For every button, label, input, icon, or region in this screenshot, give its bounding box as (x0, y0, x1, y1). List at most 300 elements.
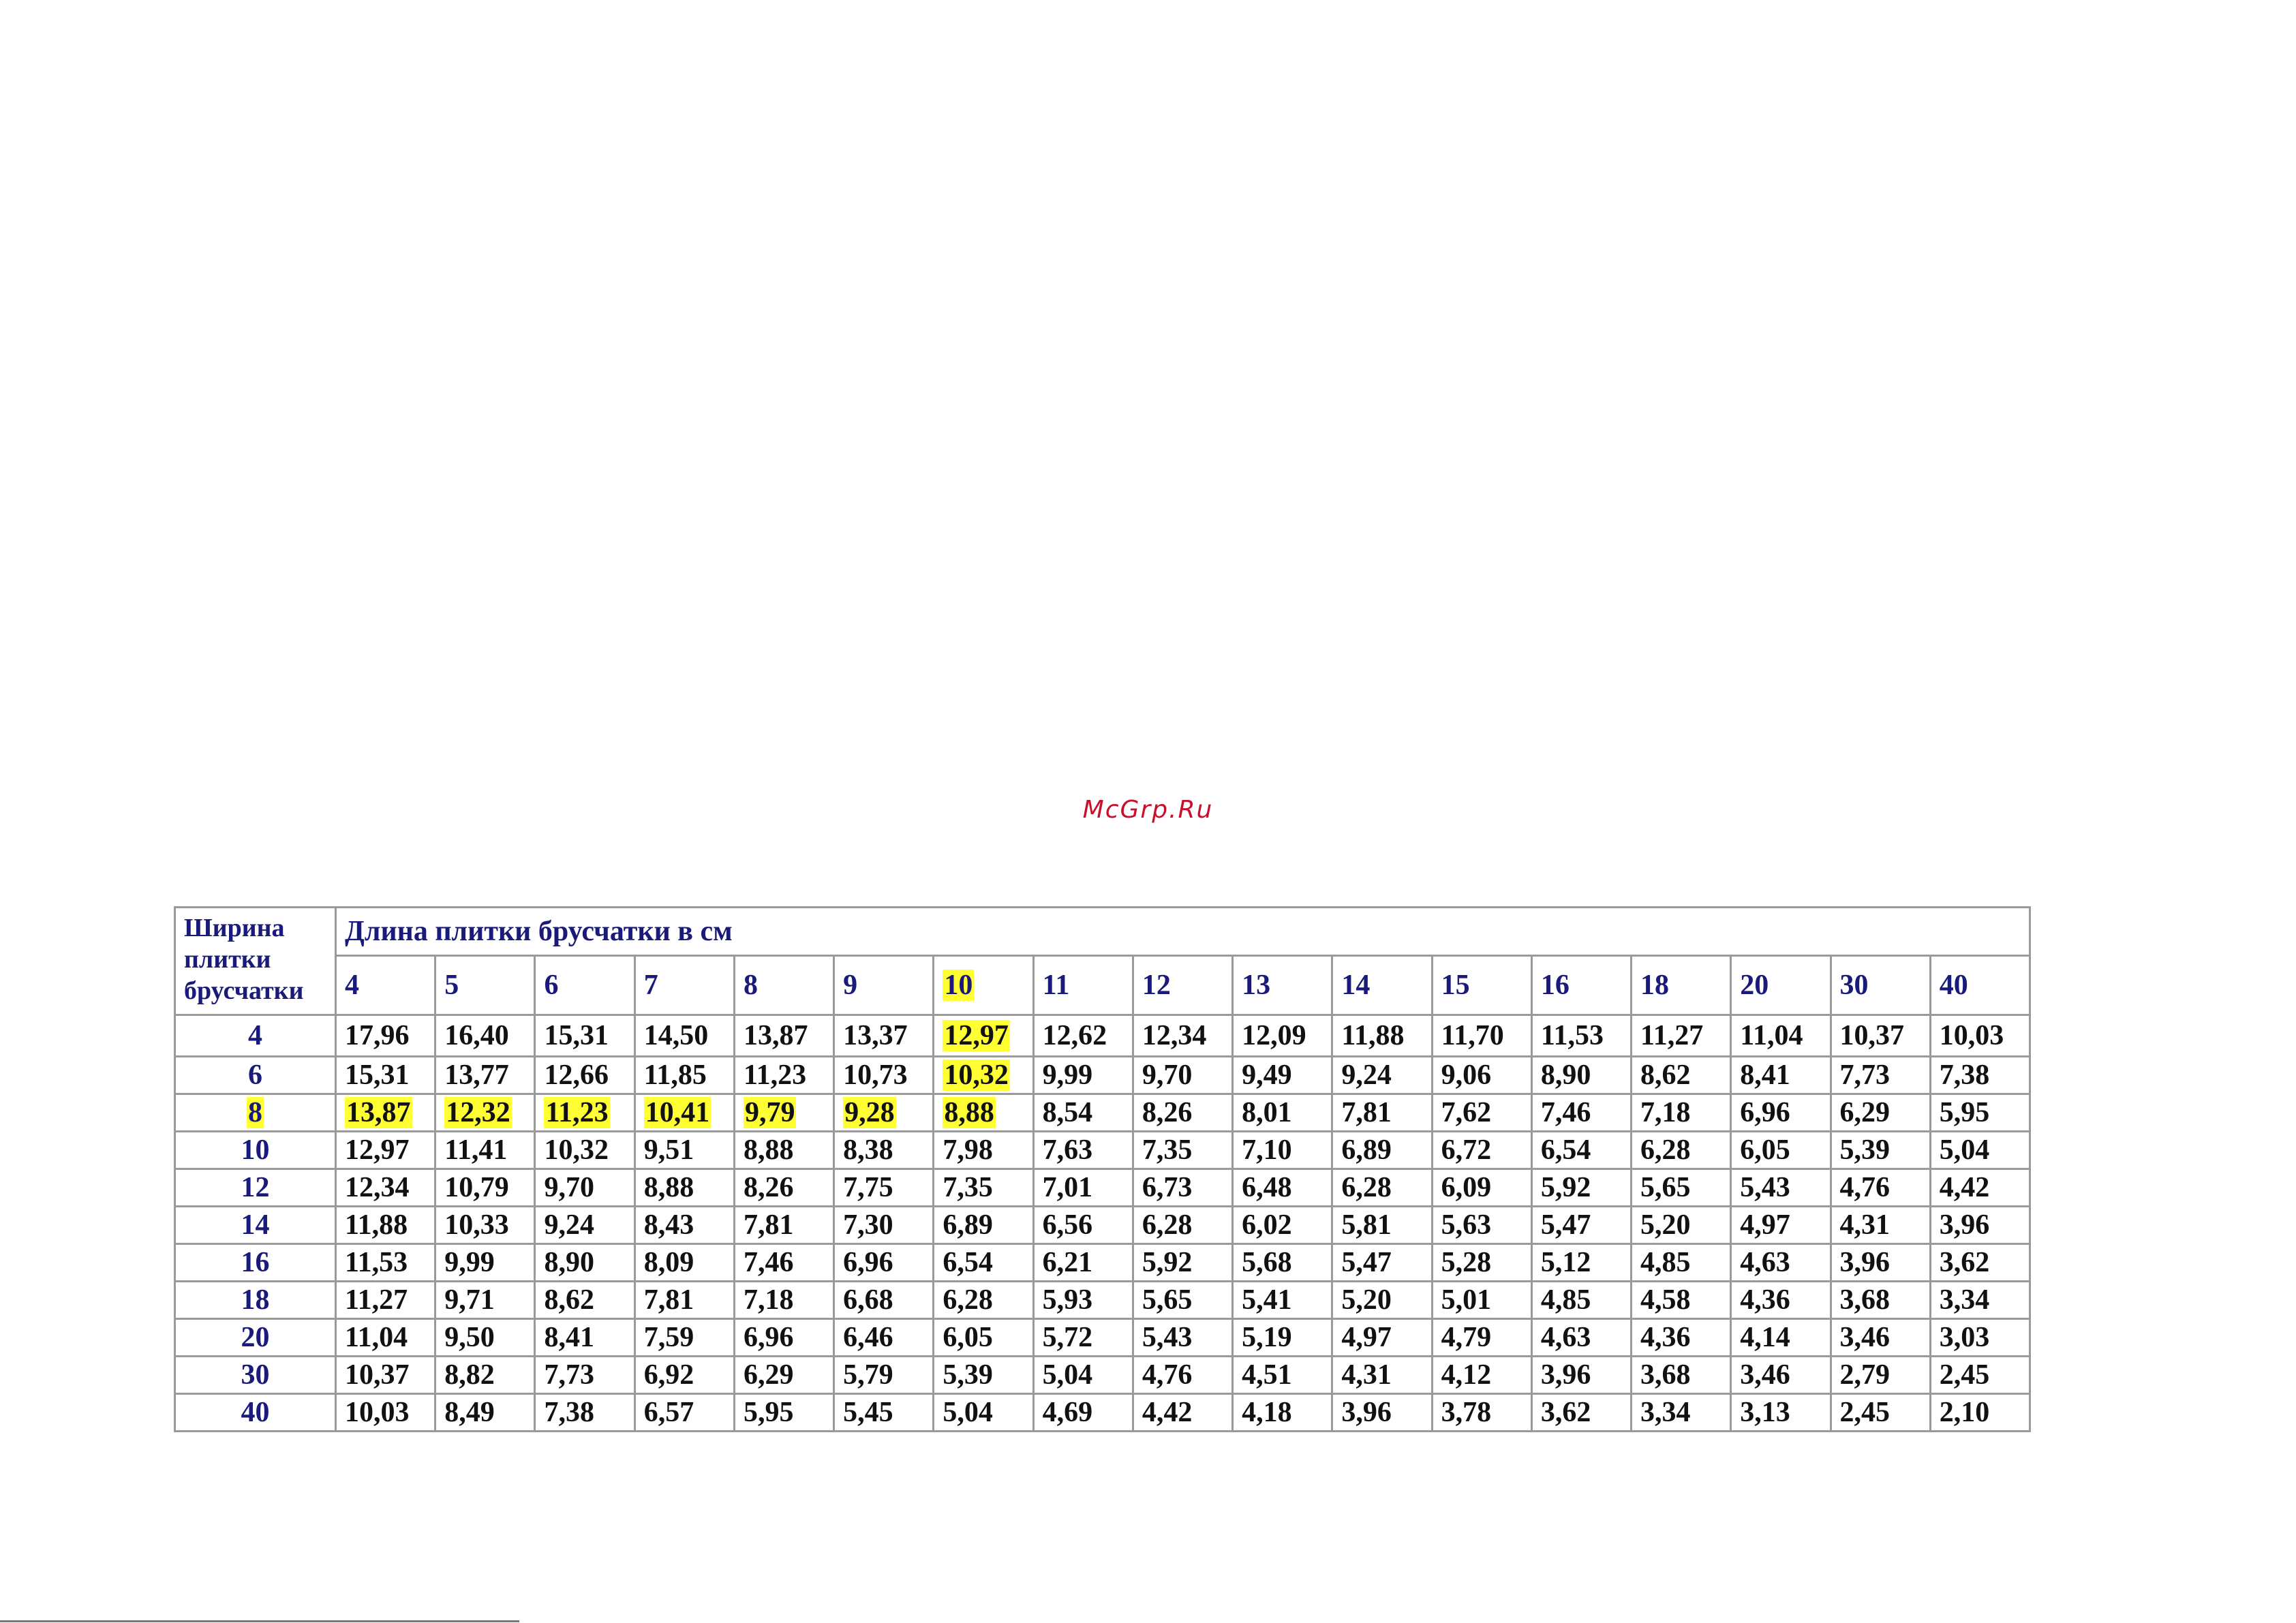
row-header-label: 14 (241, 1209, 270, 1241)
table-row (175, 1015, 2030, 1057)
cell-value: 15,31 (345, 1060, 410, 1091)
cell-value: 5,39 (1839, 1134, 1891, 1166)
table-cell (934, 1207, 1033, 1244)
cell-value: 10,32 (944, 1060, 1009, 1091)
table-cell (1930, 1357, 2030, 1394)
cell-value: 5,65 (1640, 1172, 1691, 1203)
row-header-width (175, 1057, 336, 1094)
cell-value: 6,73 (1142, 1172, 1193, 1203)
cell-value: 11,53 (1540, 1020, 1604, 1051)
cell-value: 8,62 (544, 1284, 594, 1316)
table-cell (1233, 1015, 1332, 1057)
column-header-label: 4 (345, 970, 359, 1001)
table-cell (934, 1282, 1033, 1319)
cell-value: 7,81 (1341, 1097, 1392, 1128)
table-cell (1531, 1094, 1631, 1132)
cell-value: 5,65 (1142, 1284, 1193, 1316)
table-cell (1133, 1015, 1232, 1057)
table-cell (634, 1282, 734, 1319)
table-cell (1632, 1244, 1731, 1282)
cell-value: 2,10 (1939, 1397, 1990, 1428)
row-header-width (175, 1207, 336, 1244)
table-cell (535, 1057, 634, 1094)
cell-value: 4,42 (1939, 1172, 1990, 1203)
cell-value: 4,36 (1640, 1322, 1691, 1353)
cell-value: 7,73 (1839, 1060, 1891, 1091)
cell-value: 9,51 (643, 1134, 694, 1166)
table-row (175, 1132, 2030, 1169)
cell-value: 6,89 (943, 1209, 993, 1241)
cell-value: 3,68 (1839, 1284, 1891, 1316)
table-cell (336, 1132, 435, 1169)
table-cell (1332, 1394, 1432, 1432)
column-header-15 (1432, 956, 1531, 1015)
table-title-length: Длина плитки брусчатки в см (336, 908, 2030, 956)
cell-value: 8,88 (643, 1172, 694, 1203)
table-cell (734, 1132, 833, 1169)
cell-value: 11,27 (1640, 1020, 1704, 1051)
table-cell (1531, 1169, 1631, 1207)
table-cell (1632, 1282, 1731, 1319)
cell-value: 2,79 (1839, 1359, 1891, 1391)
cell-value: 5,68 (1242, 1247, 1292, 1278)
cell-value: 8,88 (743, 1134, 794, 1166)
table-cell (535, 1015, 634, 1057)
table-cell (634, 1132, 734, 1169)
table-cell (734, 1394, 833, 1432)
cell-value: 3,96 (1939, 1209, 1990, 1241)
column-header-label: 13 (1242, 970, 1271, 1001)
column-header-4 (336, 956, 435, 1015)
table-cell (934, 1169, 1033, 1207)
cell-value: 4,97 (1341, 1322, 1392, 1353)
table-cell (1731, 1282, 1831, 1319)
column-header-8 (734, 956, 833, 1015)
cell-value: 9,70 (544, 1172, 594, 1203)
cell-value: 6,05 (1740, 1134, 1790, 1166)
column-header-5 (435, 956, 535, 1015)
table-row (175, 1094, 2030, 1132)
column-header-label: 14 (1341, 970, 1371, 1001)
cell-value: 10,03 (1939, 1020, 2004, 1051)
cell-value: 5,04 (1042, 1359, 1093, 1391)
cell-value: 6,48 (1242, 1172, 1292, 1203)
table-cell (734, 1057, 833, 1094)
table-cell (1930, 1169, 2030, 1207)
cell-value: 3,68 (1640, 1359, 1691, 1391)
cell-value: 5,45 (843, 1397, 893, 1428)
table-row (175, 1057, 2030, 1094)
cell-value: 4,42 (1142, 1397, 1193, 1428)
cell-value: 12,32 (446, 1097, 510, 1128)
column-header-row (175, 956, 2030, 1015)
cell-value: 9,50 (444, 1322, 495, 1353)
cell-value: 16,40 (444, 1020, 509, 1051)
cell-value: 8,88 (944, 1097, 994, 1128)
cell-value: 5,19 (1242, 1322, 1292, 1353)
column-header-14 (1332, 956, 1432, 1015)
table-cell (1831, 1244, 1930, 1282)
table-cell (1930, 1244, 2030, 1282)
column-header-label: 5 (444, 970, 459, 1001)
cell-value: 5,47 (1540, 1209, 1591, 1241)
table-cell (1531, 1394, 1631, 1432)
cell-value: 10,37 (1839, 1020, 1905, 1051)
cell-value: 10,41 (645, 1097, 710, 1128)
table-cell (1432, 1015, 1531, 1057)
table-cell (435, 1207, 535, 1244)
table-cell (1133, 1282, 1232, 1319)
column-header-label: 10 (944, 970, 973, 1001)
cell-value: 4,85 (1640, 1247, 1691, 1278)
cell-value: 5,92 (1142, 1247, 1193, 1278)
cell-value: 4,76 (1142, 1359, 1193, 1391)
column-header-40 (1930, 956, 2030, 1015)
table-cell (1731, 1132, 1831, 1169)
column-header-label: 6 (544, 970, 559, 1001)
cell-value: 6,46 (843, 1322, 893, 1353)
cell-value: 11,41 (444, 1134, 508, 1166)
table-cell (1332, 1132, 1432, 1169)
cell-value: 13,87 (743, 1020, 808, 1051)
cell-value: 6,09 (1441, 1172, 1492, 1203)
table-cell (1332, 1207, 1432, 1244)
table-cell (1531, 1015, 1631, 1057)
table-cell (834, 1015, 934, 1057)
table-cell (336, 1057, 435, 1094)
cell-value: 4,79 (1441, 1322, 1492, 1353)
table-row (175, 1169, 2030, 1207)
table-cell (1033, 1094, 1133, 1132)
cell-value: 6,28 (1341, 1172, 1392, 1203)
table-cell (1133, 1057, 1232, 1094)
cell-value: 7,63 (1042, 1134, 1093, 1166)
cell-value: 7,18 (1640, 1097, 1691, 1128)
row-header-label: 6 (248, 1060, 262, 1091)
table-cell (634, 1357, 734, 1394)
table-cell (535, 1132, 634, 1169)
column-header-label: 40 (1939, 970, 1968, 1001)
table-cell (934, 1057, 1033, 1094)
table-cell (1133, 1319, 1232, 1357)
table-cell (1332, 1357, 1432, 1394)
cell-value: 10,33 (444, 1209, 509, 1241)
column-header-30 (1831, 956, 1930, 1015)
table-cell (1033, 1394, 1133, 1432)
table-cell (1930, 1207, 2030, 1244)
cell-value: 5,41 (1242, 1284, 1292, 1316)
column-header-label: 11 (1042, 970, 1070, 1001)
table-row (175, 1357, 2030, 1394)
cell-value: 13,77 (444, 1060, 509, 1091)
table-cell (336, 1169, 435, 1207)
table-cell (1831, 1015, 1930, 1057)
row-header-width (175, 1244, 336, 1282)
cell-value: 11,04 (1740, 1020, 1803, 1051)
table-cell (1033, 1207, 1133, 1244)
column-header-10 (934, 956, 1033, 1015)
cell-value: 3,96 (1540, 1359, 1591, 1391)
column-header-20 (1731, 956, 1831, 1015)
cell-value: 7,46 (1540, 1097, 1591, 1128)
cell-value: 7,35 (1142, 1134, 1193, 1166)
table-cell (734, 1207, 833, 1244)
table-cell (435, 1132, 535, 1169)
table-cell (634, 1244, 734, 1282)
table-cell (435, 1244, 535, 1282)
table-row (175, 1319, 2030, 1357)
cell-value: 4,58 (1640, 1284, 1691, 1316)
cell-value: 2,45 (1839, 1397, 1891, 1428)
table-cell (934, 1244, 1033, 1282)
cell-value: 7,38 (1939, 1060, 1990, 1091)
table-cell (1432, 1132, 1531, 1169)
cell-value: 11,53 (345, 1247, 408, 1278)
table-cell (1432, 1169, 1531, 1207)
table-cell (1233, 1169, 1332, 1207)
table-cell (435, 1282, 535, 1319)
cell-value: 6,28 (943, 1284, 993, 1316)
cell-value: 8,49 (444, 1397, 495, 1428)
cell-value: 7,35 (943, 1172, 993, 1203)
column-header-6 (535, 956, 634, 1015)
table-row (175, 1394, 2030, 1432)
cell-value: 8,01 (1242, 1097, 1292, 1128)
cell-value: 8,41 (1740, 1060, 1790, 1091)
cell-value: 12,34 (1142, 1020, 1207, 1051)
cell-value: 7,81 (643, 1284, 694, 1316)
row-header-width (175, 1169, 336, 1207)
table-cell (834, 1207, 934, 1244)
cell-value: 3,13 (1740, 1397, 1790, 1428)
cell-value: 5,20 (1640, 1209, 1691, 1241)
cell-value: 7,81 (743, 1209, 794, 1241)
column-header-13 (1233, 956, 1332, 1015)
table-cell (1930, 1057, 2030, 1094)
table-cell (634, 1015, 734, 1057)
table-cell (1233, 1282, 1332, 1319)
table-cell (1632, 1319, 1731, 1357)
table-cell (1632, 1015, 1731, 1057)
table-cell (1831, 1282, 1930, 1319)
table-cell (1831, 1394, 1930, 1432)
table-cell (1531, 1244, 1631, 1282)
table-cell (1731, 1057, 1831, 1094)
cell-value: 6,05 (943, 1322, 993, 1353)
cell-value: 4,69 (1042, 1397, 1093, 1428)
table-cell (1930, 1319, 2030, 1357)
table-cell (934, 1132, 1033, 1169)
cell-value: 12,62 (1042, 1020, 1107, 1051)
table-cell (535, 1357, 634, 1394)
row-header-width (175, 1319, 336, 1357)
cell-value: 8,90 (1540, 1060, 1591, 1091)
column-header-16 (1531, 956, 1631, 1015)
cell-value: 11,04 (345, 1322, 408, 1353)
cell-value: 4,12 (1441, 1359, 1492, 1391)
cell-value: 7,46 (743, 1247, 794, 1278)
table-cell (1432, 1094, 1531, 1132)
table-cell (734, 1244, 833, 1282)
table-cell (1332, 1244, 1432, 1282)
cell-value: 5,39 (943, 1359, 993, 1391)
row-header-width (175, 1282, 336, 1319)
cell-value: 7,62 (1441, 1097, 1492, 1128)
cell-value: 3,96 (1341, 1397, 1392, 1428)
table-row (175, 1244, 2030, 1282)
table-row (175, 1207, 2030, 1244)
cell-value: 7,98 (943, 1134, 993, 1166)
cell-value: 4,97 (1740, 1209, 1790, 1241)
cell-value: 12,97 (345, 1134, 410, 1166)
column-header-label: 30 (1839, 970, 1869, 1001)
cell-value: 5,20 (1341, 1284, 1392, 1316)
table-cell (1233, 1357, 1332, 1394)
cell-value: 17,96 (345, 1020, 410, 1051)
table-cell (336, 1319, 435, 1357)
table-cell (1831, 1169, 1930, 1207)
table-cell (1632, 1094, 1731, 1132)
table-cell (634, 1319, 734, 1357)
cell-value: 6,96 (743, 1322, 794, 1353)
cell-value: 7,75 (843, 1172, 893, 1203)
table-cell (1432, 1207, 1531, 1244)
cell-value: 5,93 (1042, 1284, 1093, 1316)
cell-value: 6,56 (1042, 1209, 1093, 1241)
table-cell (1432, 1357, 1531, 1394)
cell-value: 7,73 (544, 1359, 594, 1391)
cell-value: 4,85 (1540, 1284, 1591, 1316)
cell-value: 4,63 (1740, 1247, 1790, 1278)
cell-value: 7,18 (743, 1284, 794, 1316)
cell-value: 14,50 (643, 1020, 709, 1051)
table-cell (1332, 1282, 1432, 1319)
row-header-label: 10 (241, 1134, 270, 1166)
row-header-width (175, 1094, 336, 1132)
cell-value: 8,26 (743, 1172, 794, 1203)
table-cell (1531, 1207, 1631, 1244)
table-cell (1831, 1357, 1930, 1394)
cell-value: 5,04 (943, 1397, 993, 1428)
table-cell (1531, 1132, 1631, 1169)
cell-value: 4,31 (1839, 1209, 1891, 1241)
cell-value: 5,95 (743, 1397, 794, 1428)
row-header-label: 30 (241, 1359, 270, 1391)
cell-value: 11,88 (345, 1209, 408, 1241)
column-header-label: 15 (1441, 970, 1470, 1001)
cell-value: 10,03 (345, 1397, 410, 1428)
table-cell (1531, 1282, 1631, 1319)
column-header-12 (1133, 956, 1232, 1015)
table-cell (1831, 1319, 1930, 1357)
table-cell (1033, 1282, 1133, 1319)
column-header-9 (834, 956, 934, 1015)
cell-value: 9,06 (1441, 1060, 1492, 1091)
table-cell (435, 1094, 535, 1132)
table-cell (1233, 1094, 1332, 1132)
table-row (175, 1282, 2030, 1319)
table-cell (834, 1244, 934, 1282)
column-header-label: 7 (643, 970, 658, 1001)
cell-value: 11,23 (545, 1097, 609, 1128)
cell-value: 6,28 (1640, 1134, 1691, 1166)
table-cell (1632, 1169, 1731, 1207)
cell-value: 12,66 (544, 1060, 609, 1091)
cell-value: 9,70 (1142, 1060, 1193, 1091)
table-cell (1432, 1319, 1531, 1357)
cell-value: 6,72 (1441, 1134, 1492, 1166)
cell-value: 6,21 (1042, 1247, 1093, 1278)
column-header-18 (1632, 956, 1731, 1015)
table-cell (1432, 1282, 1531, 1319)
table-cell (535, 1394, 634, 1432)
table-cell (535, 1319, 634, 1357)
cell-value: 9,99 (1042, 1060, 1093, 1091)
cell-value: 13,87 (346, 1097, 411, 1128)
cell-value: 3,78 (1441, 1397, 1492, 1428)
cell-value: 11,23 (743, 1060, 807, 1091)
cell-value: 8,26 (1142, 1097, 1193, 1128)
table-cell (734, 1169, 833, 1207)
cell-value: 11,85 (643, 1060, 707, 1091)
watermark-text: McGrp.Ru (1082, 796, 1214, 824)
table-cell (634, 1207, 734, 1244)
table-cell (435, 1357, 535, 1394)
cell-value: 6,57 (643, 1397, 694, 1428)
table-cell (1133, 1394, 1232, 1432)
column-header-label: 12 (1142, 970, 1171, 1001)
table-cell (1531, 1319, 1631, 1357)
cell-value: 3,62 (1540, 1397, 1591, 1428)
table-cell (934, 1319, 1033, 1357)
table-cell (1332, 1169, 1432, 1207)
cell-value: 6,02 (1242, 1209, 1292, 1241)
cell-value: 7,01 (1042, 1172, 1093, 1203)
table-cell (1033, 1057, 1133, 1094)
table-cell (1531, 1057, 1631, 1094)
cell-value: 8,38 (843, 1134, 893, 1166)
table-cell (1432, 1394, 1531, 1432)
table-cell (1033, 1244, 1133, 1282)
table-cell (1632, 1132, 1731, 1169)
column-header-label: 8 (743, 970, 758, 1001)
table-cell (1731, 1244, 1831, 1282)
table-cell (1432, 1244, 1531, 1282)
cell-value: 8,09 (643, 1247, 694, 1278)
cell-value: 7,59 (643, 1322, 694, 1353)
cell-value: 8,54 (1042, 1097, 1093, 1128)
table-cell (1133, 1169, 1232, 1207)
table-cell (634, 1094, 734, 1132)
table-cell (734, 1319, 833, 1357)
cell-value: 8,82 (444, 1359, 495, 1391)
table-cell (1133, 1357, 1232, 1394)
table-cell (1233, 1319, 1332, 1357)
cell-value: 5,47 (1341, 1247, 1392, 1278)
cell-value: 5,43 (1740, 1172, 1790, 1203)
table-cell (435, 1015, 535, 1057)
table-cell (336, 1094, 435, 1132)
table-cell (1731, 1169, 1831, 1207)
cell-value: 6,96 (843, 1247, 893, 1278)
table-cell (934, 1357, 1033, 1394)
table-cell (1033, 1169, 1133, 1207)
cell-value: 8,62 (1640, 1060, 1691, 1091)
column-header-11 (1033, 956, 1133, 1015)
cell-value: 9,24 (544, 1209, 594, 1241)
cell-value: 6,92 (643, 1359, 694, 1391)
table-cell (1233, 1244, 1332, 1282)
